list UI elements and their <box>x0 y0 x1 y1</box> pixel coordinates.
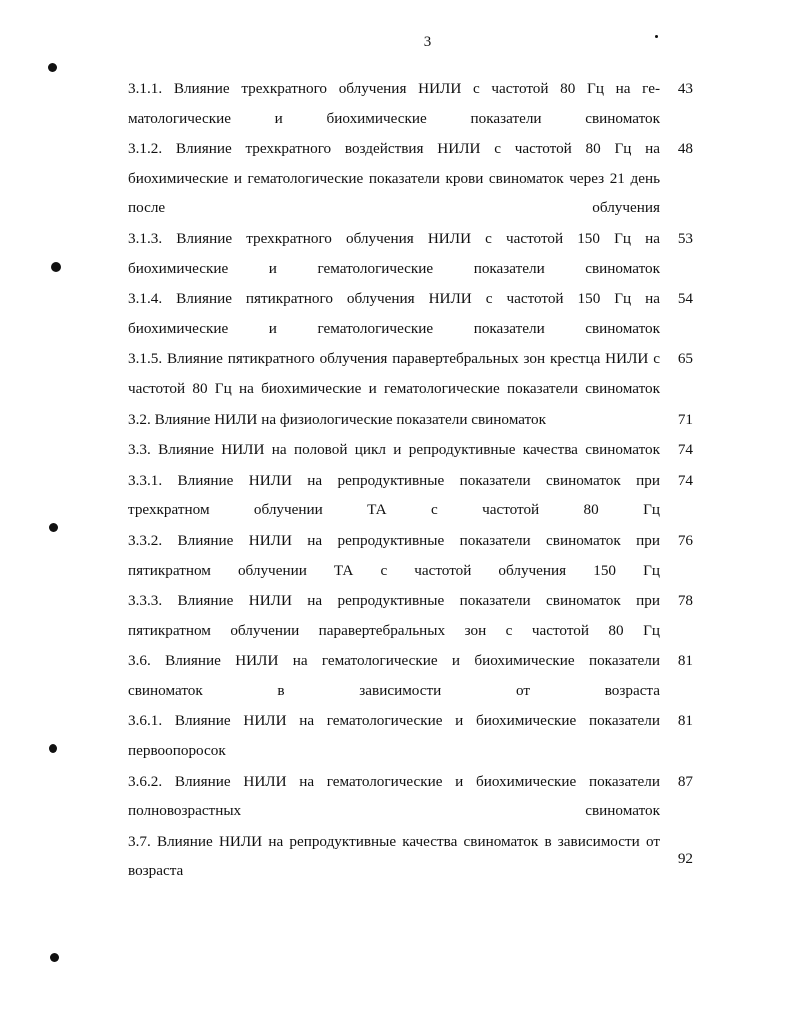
toc-entry[interactable] <box>128 706 693 765</box>
toc-entry-page: 65 <box>677 350 693 368</box>
toc-entry-title: 3.6.1. Влияние НИЛИ на гематологические и биохимические показатели первоопоросок <box>128 712 660 760</box>
binder-hole-mark <box>48 63 57 72</box>
toc-entry-page: 74 <box>677 441 693 459</box>
toc-entry[interactable] <box>128 526 693 585</box>
toc-entry-page: 81 <box>677 652 693 670</box>
toc-entry[interactable] <box>128 646 693 705</box>
toc-entry-page: 54 <box>677 290 693 308</box>
toc-entry[interactable] <box>128 586 693 645</box>
toc-entry[interactable] <box>128 74 693 133</box>
toc-entry-title: 3.1.5. Влияние пятикратного облучения паравертебральных зон крестца НИЛИ с частотой 80 Гц на биохимические и гематологические показатели свиноматок <box>128 350 660 397</box>
toc-entry-title: 3.3.3. Влияние НИЛИ на репродуктивные показатели свиноматок при пятикратном облучении паравертебральных зон с частотой 80 Гц <box>128 592 660 639</box>
scan-speck <box>655 35 658 38</box>
toc-entry-title: 3.1.4. Влияние пятикратного облучения НИЛИ с частотой 150 Гц на биохимические и гематологические показатели свиноматок <box>128 290 660 337</box>
toc-entry-title: 3.1.1. Влияние трехкратного облучения НИЛИ с частотой 80 Гц на гематологические и биохимические показатели свиноматок <box>128 80 660 127</box>
toc-entry[interactable] <box>128 344 693 403</box>
toc-entry[interactable] <box>128 827 693 886</box>
toc-entry-page: 71 <box>677 410 693 428</box>
toc-entry-page: 76 <box>677 531 693 549</box>
toc-entry[interactable] <box>128 466 693 525</box>
toc-entry-title: 3.1.2. Влияние трехкратного воздействия НИЛИ с частотой 80 Гц на биохимические и гематологические показатели крови свиноматок через 21 день после облучения <box>128 140 660 217</box>
toc-entry-title: 3.3. Влияние НИЛИ на половой цикл и репродуктивные качества свиноматок <box>128 441 660 459</box>
toc-entry-page: 78 <box>677 592 693 610</box>
toc-entry[interactable] <box>128 134 693 223</box>
toc-entry-page: 87 <box>677 772 693 790</box>
toc-entry[interactable] <box>128 435 693 465</box>
binder-hole-mark <box>50 953 59 962</box>
toc-entry-page: 92 <box>677 849 693 867</box>
binder-hole-mark <box>49 523 58 532</box>
toc-entry-page: 74 <box>677 471 693 489</box>
toc-entry[interactable] <box>128 224 693 283</box>
toc-entry-page: 53 <box>677 229 693 247</box>
toc-entry[interactable] <box>128 767 693 826</box>
binder-hole-mark <box>49 744 57 753</box>
toc-entry-title: 3.6.2. Влияние НИЛИ на гематологические и биохимические показатели полновозрастных свиноматок <box>128 772 660 820</box>
table-of-contents <box>128 74 693 887</box>
page-number: 3 <box>423 34 432 50</box>
toc-entry-title: 3.3.2. Влияние НИЛИ на репродуктивные показатели свиноматок при пятикратном облучении ТА с частотой облучения 150 Гц <box>128 531 660 579</box>
toc-entry-page: 81 <box>677 712 693 730</box>
toc-entry-title: 3.2. Влияние НИЛИ на физиологические показатели свиноматок <box>128 410 546 428</box>
toc-entry[interactable] <box>128 284 693 343</box>
toc-entry-title: 3.3.1. Влияние НИЛИ на репродуктивные показатели свиноматок при трехкратном облучении ТА с частотой 80 Гц <box>128 471 660 519</box>
toc-entry-title: 3.6. Влияние НИЛИ на гематологические и биохимические показатели свиноматок в зависимости от возраста <box>128 652 660 699</box>
toc-entry-title: 3.1.3. Влияние трехкратного облучения НИЛИ с частотой 150 Гц на биохимические и гематологические показатели свиноматок <box>128 229 660 277</box>
toc-entry-title: 3.7. Влияние НИЛИ на репродуктивные качества свиноматок в зависимости от возраста <box>128 832 660 880</box>
toc-entry-page: 48 <box>677 140 693 158</box>
toc-entry-page: 43 <box>677 80 693 97</box>
binder-hole-mark <box>51 262 61 272</box>
toc-entry[interactable] <box>128 405 693 435</box>
